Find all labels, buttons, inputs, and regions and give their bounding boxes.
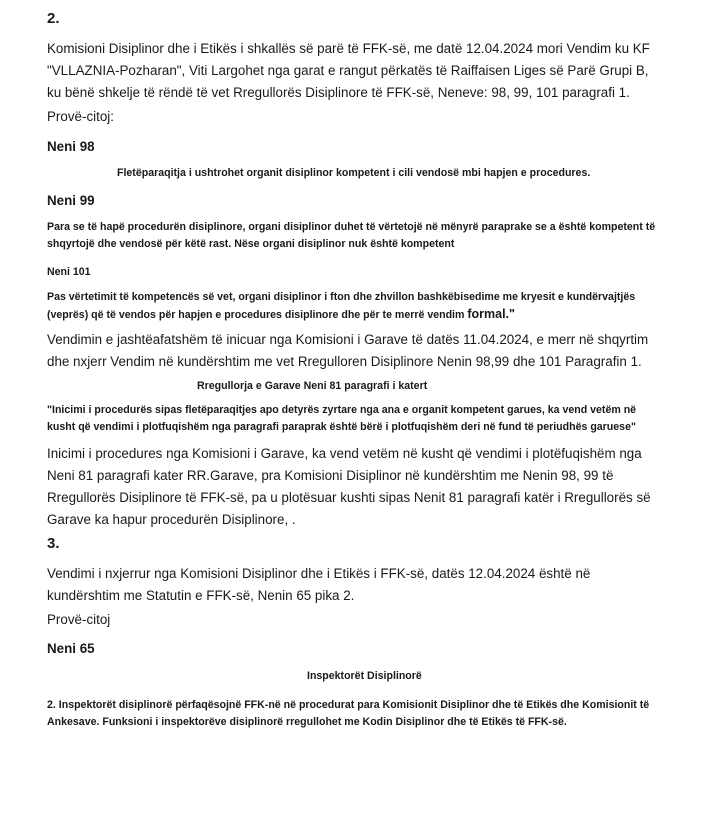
section-2-prove-citoj: Provë-citoj: bbox=[47, 109, 114, 124]
neni-98-text: Fletëparaqitja i ushtrohet organit disiplinor kompetent i cili vendosë mbi hapjen e procedures. bbox=[117, 167, 591, 179]
rregullorja-quote: "Inicimi i procedurës sipas fletëparaqitjes apo detyrës zyrtare nga ana e organit kompetent garues, ka vend vetëm në kusht që vendimi i plotfuqishëm nga paragrafi paraprak është bërë i plotfuqishëm deri në fund të periudhës garuese" bbox=[47, 404, 637, 433]
neni-99-text: Para se të hapë procedurën disiplinore, organi disiplinor duhet të vërtetojë në mënyrë paraprake se a është kompetent të shqyrtojë dhe vendosë për këtë rast. Nëse organi disiplinor nuk është kompetent bbox=[47, 221, 656, 250]
neni-101-heading: Neni 101 bbox=[47, 266, 91, 278]
neni-101-body: Pas vërtetimit të kompetencës së vet, organi disiplinor i fton dhe zhvillon bashkëbisedime me kryesit e kundërvajtjës (veprës) që të vendos për hapjen e procedures disiplinore dhe për te merrë vendim bbox=[47, 291, 636, 321]
section-3-number: 3. bbox=[47, 535, 60, 552]
neni-65-text: 2. Inspektorët disiplinorë përfaqësojnë FFK-në në procedurat para Komisionit Disiplinor dhe të Etikës dhe Komisionit të Ankesave. Funksioni i inspektorëve disiplinorë rregullohet me Kodin Disiplinor dhe të Etikës të FFK-së. bbox=[47, 699, 650, 728]
rregullorja-heading: Rregullorja e Garave Neni 81 paragrafi i katert bbox=[197, 380, 428, 392]
neni-98-heading: Neni 98 bbox=[47, 139, 95, 154]
neni-65-subheading: Inspektorët Disiplinorë bbox=[307, 670, 422, 682]
section-3-intro: Vendimi i nxjerrur nga Komisioni Disiplinor dhe i Etikës i FFK-së, datës 12.04.2024 është në kundërshtim me Statutin e FFK-së, Nenin 65 pika 2. bbox=[47, 566, 591, 603]
neni-65-heading: Neni 65 bbox=[47, 641, 95, 656]
section-2-intro: Komisioni Disiplinor dhe i Etikës i shkallës së parë të FFK-së, me datë 12.04.2024 mori Vendim ku KF "VLLAZNIA-Pozharan", Viti Largohet nga garat e rangut përkatës të Raiffaisen Liges së Parë Grupi B, ku bënë shkelje të rëndë të vet Rregullorës Disiplinore të FFK-së, Neneve: 98, 99, 101 paragrafi 1. bbox=[47, 41, 650, 100]
neni-99-heading: Neni 99 bbox=[47, 193, 95, 208]
section-3-prove-citoj: Provë-citoj bbox=[47, 612, 111, 627]
inicimi-paragraph: Inicimi i procedures nga Komisioni i Garave, ka vend vetëm në kusht që vendimi i plotëfuqishëm nga Neni 81 paragrafi kater RR.Garave, pra Komisioni Disiplinor në kundërshtim me Nenin 98, 99 të Rregullorës Disiplinore të FFK-së, pa u plotësuar kushti sipas Nenit 81 paragrafi katër i Rregullorës së Garave ka hapur procedurën Disiplinore, . bbox=[47, 446, 651, 527]
neni-101-text bbox=[47, 289, 657, 324]
neni-101-emphasis: formal." bbox=[467, 307, 515, 321]
vendimi-paragraph: Vendimin e jashtëafatshëm të inicuar nga Komisioni i Garave të datës 11.04.2024, e merr në shqyrtim dhe nxjerr Vendim në kundërshtim me vet Rregulloren Disiplinore Nenin 98,99 dhe 101 Paragrafin 1. bbox=[47, 332, 649, 369]
section-2-number: 2. bbox=[47, 10, 60, 27]
